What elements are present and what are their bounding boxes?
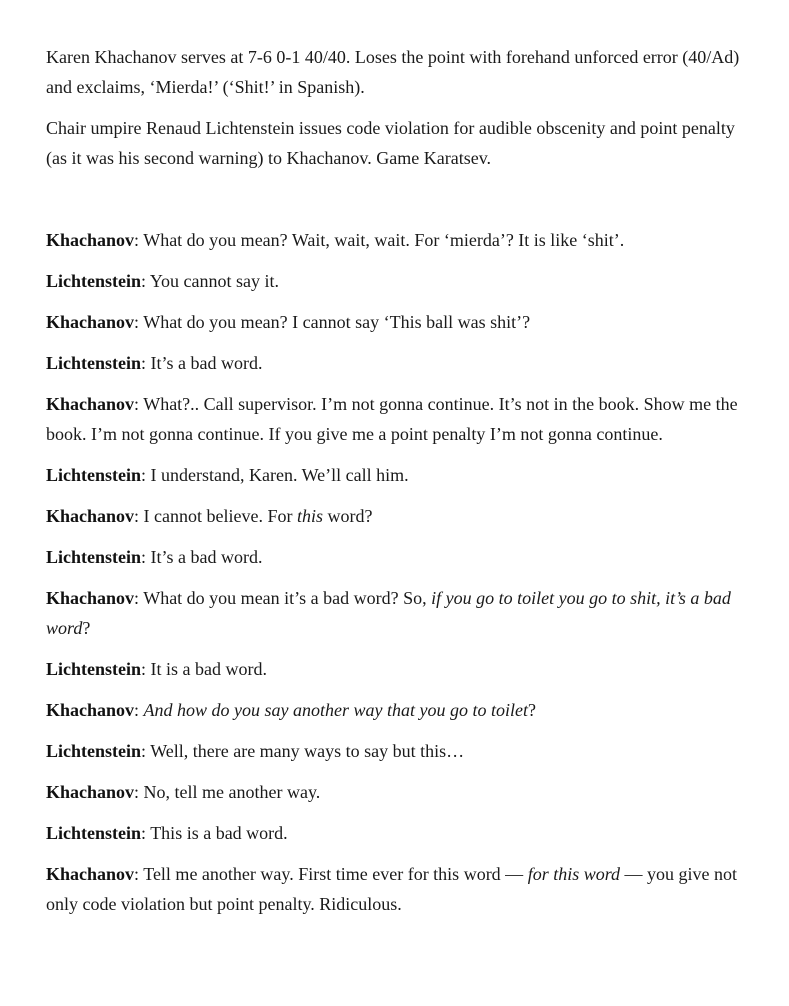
- dialogue-text: : This is a bad word.: [141, 823, 288, 843]
- dialogue-line: [46, 460, 746, 490]
- speaker-name: Lichtenstein: [46, 741, 142, 761]
- speaker-name: Lichtenstein: [46, 271, 142, 291]
- emphasis-text: if you go to toilet you go to shit, it’s a bad word: [46, 588, 731, 638]
- dialogue-text: : What do you mean? I cannot say ‘This ball was shit’?: [134, 312, 531, 332]
- dialogue-line: [46, 736, 746, 766]
- speaker-name: Khachanov: [46, 394, 135, 414]
- intro-paragraph: Chair umpire Renaud Lichtenstein issues code violation for audible obscenity and point penalty (as it was his second warning) to Khachanov. Game Karatsev.: [46, 118, 735, 168]
- dialogue-text: : What do you mean? Wait, wait, wait. For ‘mierda’? It is like ‘shit’.: [134, 230, 625, 250]
- dialogue-text: : Well, there are many ways to say but this…: [141, 741, 465, 761]
- dialogue-text: — you give not only code violation but point penalty. Ridiculous.: [46, 864, 738, 914]
- transcript-page: [46, 42, 746, 930]
- dialogue-text: : I understand, Karen. We’ll call him.: [141, 465, 409, 485]
- dialogue-line: [46, 583, 746, 643]
- dialogue-text: : What do you mean it’s a bad word? So,: [134, 588, 432, 608]
- speaker-name: Lichtenstein: [46, 353, 142, 373]
- dialogue-line: [46, 501, 746, 531]
- dialogue-line: [46, 818, 746, 848]
- speaker-name: Lichtenstein: [46, 823, 142, 843]
- dialogue-text: : Tell me another way. First time ever for this word —: [134, 864, 528, 884]
- speaker-name: Khachanov: [46, 506, 135, 526]
- dialogue-line: [46, 695, 746, 725]
- dialogue-text: : What?.. Call supervisor. I’m not gonna continue. It’s not in the book. Show me the book. I’m not gonna continue. If you give me a point penalty I’m not gonna continue.: [46, 394, 738, 444]
- speaker-name: Khachanov: [46, 588, 135, 608]
- dialogue-text: :: [134, 700, 144, 720]
- dialogue-text: ?: [82, 618, 91, 638]
- emphasis-text: And how do you say another way that you go to toilet: [143, 700, 529, 720]
- section-gap: [46, 184, 746, 225]
- dialogue-text: : It’s a bad word.: [141, 353, 263, 373]
- dialogue-line: [46, 266, 746, 296]
- dialogue-text: : It is a bad word.: [141, 659, 267, 679]
- dialogue-line: [46, 859, 746, 919]
- speaker-name: Khachanov: [46, 312, 135, 332]
- emphasis-text: this: [296, 506, 323, 526]
- intro-paragraph: Karen Khachanov serves at 7-6 0-1 40/40. Loses the point with forehand unforced error (40/Ad) and exclaims, ‘Mierda!’ (‘Shit!’ in Spanish).: [46, 47, 740, 97]
- dialogue-text: : You cannot say it.: [141, 271, 280, 291]
- speaker-name: Khachanov: [46, 782, 135, 802]
- speaker-name: Khachanov: [46, 230, 135, 250]
- emphasis-text: for this word: [527, 864, 621, 884]
- dialogue-text: word?: [323, 506, 373, 526]
- dialogue-line: [46, 542, 746, 572]
- speaker-name: Khachanov: [46, 700, 135, 720]
- speaker-name: Lichtenstein: [46, 547, 142, 567]
- dialogue-line: [46, 348, 746, 378]
- speaker-name: Lichtenstein: [46, 659, 142, 679]
- dialogue-line: [46, 777, 746, 807]
- dialogue-line: [46, 389, 746, 449]
- dialogue-line: [46, 225, 746, 255]
- dialogue-text: : I cannot believe. For: [134, 506, 297, 526]
- dialogue-text: : No, tell me another way.: [134, 782, 321, 802]
- speaker-name: Khachanov: [46, 864, 135, 884]
- dialogue-line: [46, 307, 746, 337]
- dialogue-text: ?: [528, 700, 537, 720]
- dialogue-line: [46, 654, 746, 684]
- dialogue-text: : It’s a bad word.: [141, 547, 263, 567]
- speaker-name: Lichtenstein: [46, 465, 142, 485]
